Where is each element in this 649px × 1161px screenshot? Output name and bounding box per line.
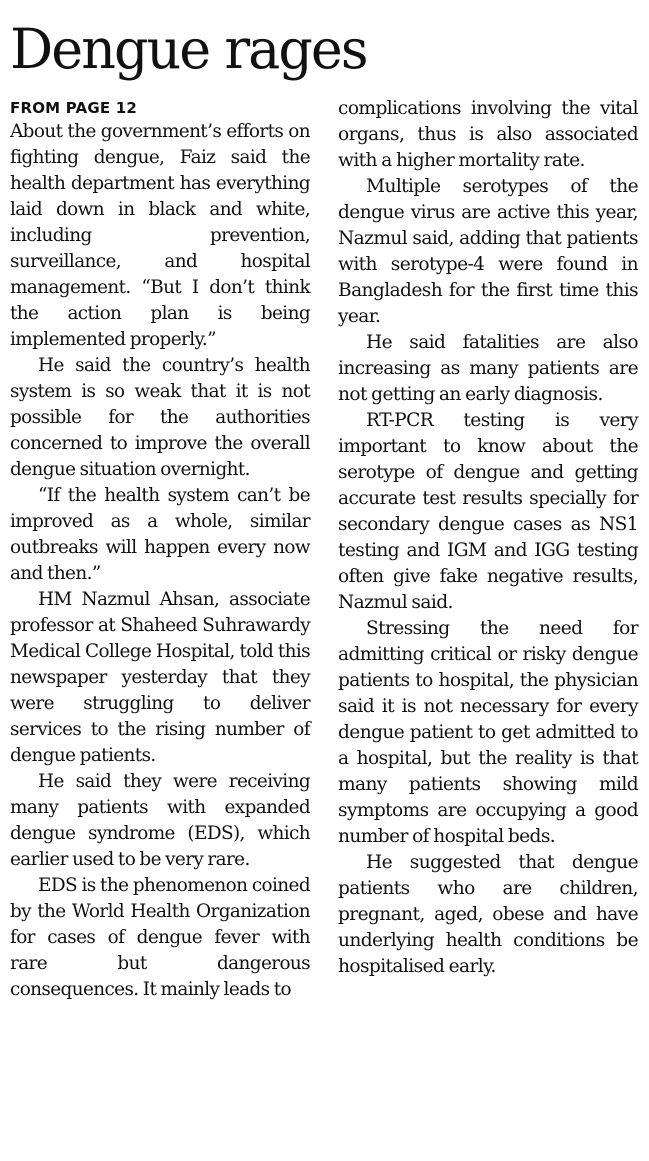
article-paragraph: “If the health system can’t be improved as a whole, similar outbreaks will happen every now and then.” [10, 485, 310, 584]
article-paragraph: He suggested that dengue patients who are children, pregnant, aged, obese and have underlying health conditions be hospitalised early. [338, 852, 638, 977]
article-paragraph: complications involving the vital organs, thus is also associated with a higher mortality rate. [338, 98, 638, 171]
article-paragraph: EDS is the phenomenon coined by the World Health Organization for cases of dengue fever with rare but dangerous consequences. It mainly leads to [10, 875, 310, 1000]
left-column [10, 99, 310, 1003]
article-paragraph: About the government’s efforts on fighting dengue, Faiz said the health department has everything laid down in black and white, including prevention, surveillance, and hospital management. “But I don’t think the action plan is being implemented properly.” [10, 121, 310, 350]
article-paragraph: He said the country’s health system is so weak that it is not possible for the authorities concerned to improve the overall dengue situation overnight. [10, 355, 310, 480]
jump-line: FROM PAGE 12 [10, 99, 137, 117]
right-column [338, 96, 638, 980]
article-paragraph: He said they were receiving many patients with expanded dengue syndrome (EDS), which earlier used to be very rare. [10, 771, 310, 870]
article-paragraph: Stressing the need for admitting critical or risky dengue patients to hospital, the physician said it is not necessary for every dengue patient to get admitted to a hospital, but the reality is that many patients showing mild symptoms are occupying a good number of hospital beds. [338, 618, 638, 847]
article-paragraph: He said fatalities are also increasing as many patients are not getting an early diagnosis. [338, 332, 638, 405]
article-paragraph: HM Nazmul Ahsan, associate professor at Shaheed Suhrawardy Medical College Hospital, told this newspaper yesterday that they were struggling to deliver services to the rising number of dengue patients. [10, 589, 310, 766]
article-paragraph: Multiple serotypes of the dengue virus are active this year, Nazmul said, adding that patients with serotype-4 were found in Bangladesh for the first time this year. [338, 176, 638, 327]
article-paragraph: RT-PCR testing is very important to know about the serotype of dengue and getting accurate test results specially for secondary dengue cases as NS1 testing and IGM and IGG testing often give fake negative results, Nazmul said. [338, 410, 638, 613]
headline: Dengue rages [10, 17, 367, 81]
